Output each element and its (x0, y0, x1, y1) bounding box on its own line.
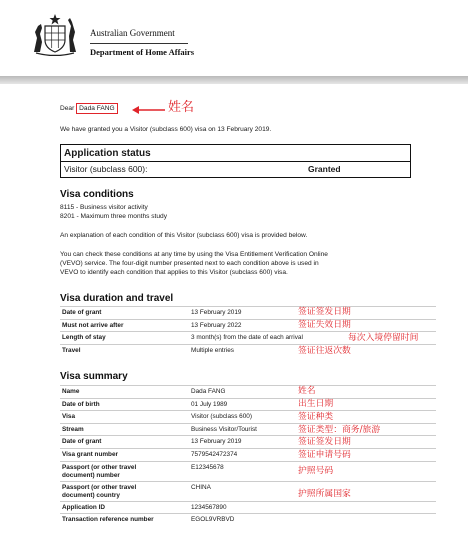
row-key-line: Passport (or other travel (62, 463, 137, 471)
row-key: Visa grant number (62, 450, 118, 458)
row-key: Length of stay (62, 334, 106, 342)
visa-duration-table (60, 306, 436, 356)
table-row (60, 435, 436, 448)
row-value: 13 February 2022 (191, 321, 242, 329)
chinese-annotation: 签证种类 (298, 412, 334, 422)
application-status-title: Application status (64, 148, 151, 159)
chinese-annotation: 签证往返次数 (298, 346, 351, 356)
table-row (60, 513, 436, 526)
condition-item: 8115 - Business visitor activity (60, 204, 148, 211)
row-key: Stream (62, 425, 84, 433)
visa-summary-table (60, 385, 436, 526)
row-value: Dada FANG (191, 388, 226, 395)
row-value: Business Visitor/Tourist (191, 425, 257, 433)
table-row (60, 448, 436, 461)
chinese-annotation: 签证签发日期 (298, 437, 351, 447)
greeting (60, 103, 118, 115)
row-value: 13 February 2019 (191, 438, 242, 446)
row-value: 1234567890 (191, 503, 227, 511)
coat-of-arms-icon (30, 12, 80, 56)
row-key-line: document) number (62, 472, 120, 480)
visa-summary-title: Visa summary (60, 371, 128, 382)
chinese-annotation: 姓名 (298, 386, 316, 396)
greeting-name: Dada FANG (79, 105, 115, 112)
row-value: Multiple entries (191, 346, 234, 354)
header-divider (90, 43, 188, 44)
vevo-paragraph-line: VEVO to identify each condition that applies to this Visitor (subclass 600) visa. (60, 269, 288, 276)
row-key-line: document) country (62, 492, 120, 500)
department-label: Department of Home Affairs (90, 47, 195, 57)
row-key: Date of grant (62, 309, 102, 316)
row-value: Visitor (subclass 600) (191, 413, 252, 421)
table-row (60, 410, 436, 423)
row-key: Transaction reference number (62, 516, 154, 524)
row-key (62, 484, 136, 501)
row-key: Date of birth (62, 400, 100, 408)
row-key: Travel (62, 346, 81, 354)
grant-sentence: We have granted you a Visitor (subclass 600) visa on 13 February 2019. (60, 126, 272, 133)
arrow-left-icon (131, 104, 167, 116)
row-value: CHINA (191, 483, 211, 491)
visa-duration-title: Visa duration and travel (60, 293, 174, 304)
row-key: Must not arrive after (62, 321, 124, 329)
government-label: Australian Government (90, 28, 175, 38)
row-value: 01 July 1989 (191, 400, 228, 408)
visa-conditions-title: Visa conditions (60, 189, 134, 200)
chinese-annotation: 签证类型：商务/旅游 (298, 425, 381, 435)
row-value: 13 February 2019 (191, 309, 242, 316)
row-key (62, 464, 136, 481)
chinese-annotation: 出生日期 (298, 399, 334, 409)
condition-item: 8201 - Maximum three months study (60, 213, 168, 220)
greeting-prefix: Dear (60, 105, 75, 112)
chinese-annotation: 每次入境停留时间 (348, 333, 419, 343)
row-key: Visa (62, 413, 76, 421)
vevo-paragraph-line: You can check these conditions at any time by using the Visa Entitlement Verification Online (60, 251, 328, 258)
application-status-value: Granted (308, 164, 341, 174)
row-key: Name (62, 388, 80, 395)
conditions-explanation: An explanation of each condition of this Visitor (subclass 600) visa is provided below. (60, 232, 308, 239)
table-row (60, 501, 436, 514)
chinese-annotation: 签证签发日期 (298, 307, 351, 317)
row-value: 7579542472374 (191, 450, 238, 458)
row-value: E12345678 (191, 463, 224, 471)
greeting-name-highlight (76, 103, 118, 114)
name-annotation: 姓名 (168, 100, 195, 115)
status-divider (61, 161, 410, 162)
chinese-annotation: 护照号码 (298, 466, 334, 476)
table-row (60, 385, 436, 398)
chinese-annotation: 护照所属国家 (298, 489, 351, 499)
row-value: EGOL9VRBVD (191, 516, 235, 524)
header-shadow-bar (0, 76, 468, 84)
table-row (60, 344, 436, 357)
row-key: Application ID (62, 503, 105, 511)
row-value: 3 month(s) from the date of each arrival (191, 334, 303, 342)
vevo-paragraph-line: (VEVO) service. The four-digit number presented next to each condition above is used in (60, 260, 319, 267)
application-status-box (60, 144, 411, 178)
row-key-line: Passport (or other travel (62, 483, 137, 491)
table-row (60, 319, 436, 332)
letterhead (0, 0, 468, 76)
row-key: Date of grant (62, 438, 102, 446)
chinese-annotation: 签证申请号码 (298, 450, 351, 460)
table-row (60, 481, 436, 501)
department-name-block (90, 27, 194, 58)
chinese-annotation: 签证失效日期 (298, 320, 351, 330)
table-row (60, 398, 436, 411)
application-status-label: Visitor (subclass 600): (64, 164, 148, 174)
table-row (60, 461, 436, 481)
table-row (60, 306, 436, 319)
